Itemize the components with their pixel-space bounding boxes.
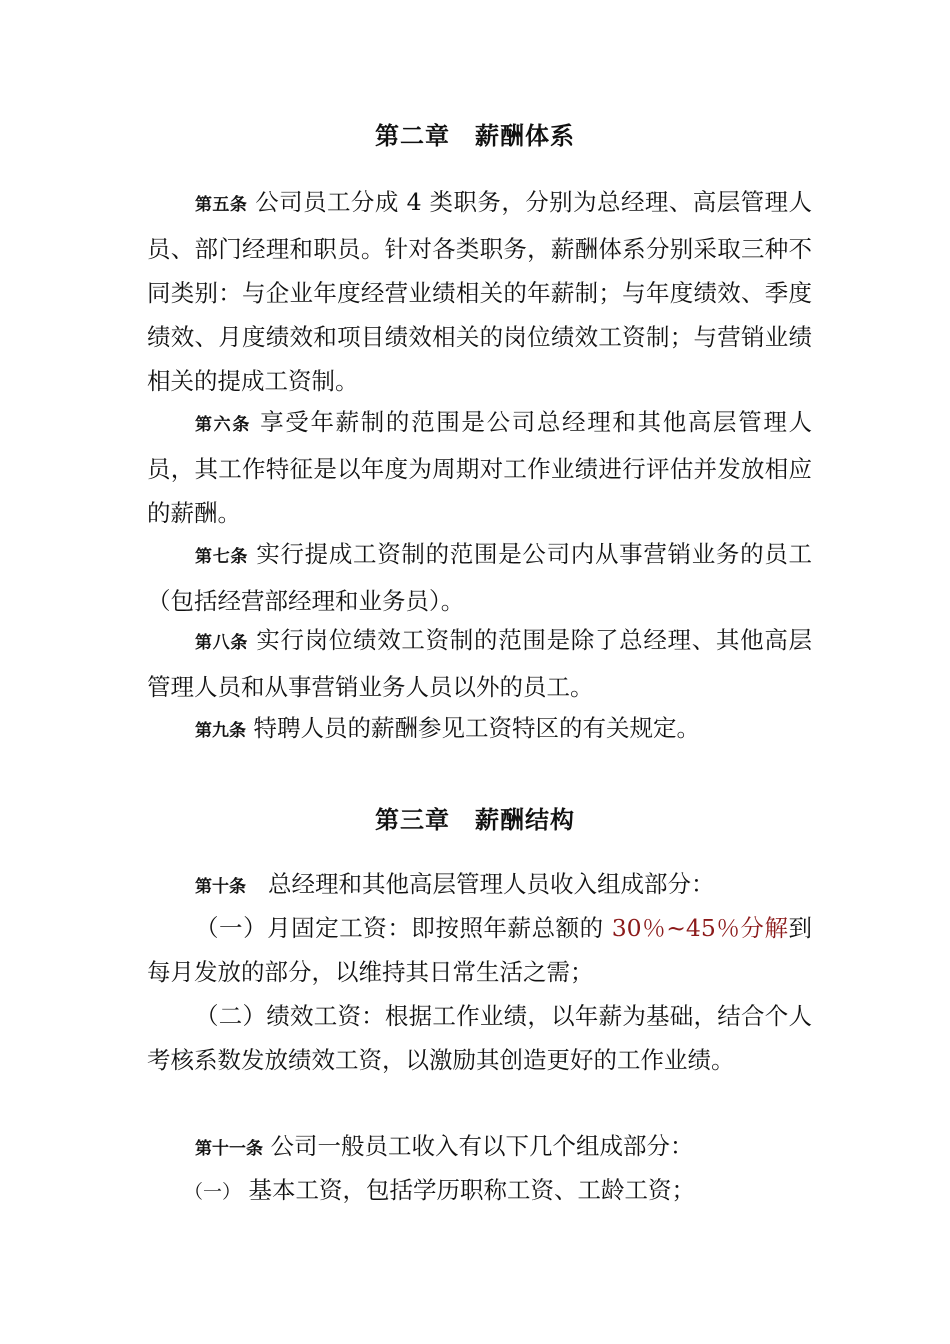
article-10 — [147, 862, 812, 909]
article-5-text: 公司员工分成 4 类职务，分别为总经理、高层管理人员、部门经理和职员。针对各类职务，薪酬体系分别采取三种不同类别：与企业年度经营业绩相关的年薪制；与年度绩效、季度绩效、月度绩效和项目绩效相关的岗位绩效工资制；与营销业绩相关的提成工资制。 — [147, 188, 812, 395]
article-5 — [147, 180, 812, 403]
article-6-text: 享受年薪制的范围是公司总经理和其他高层管理人员，其工作特征是以年度为周期对工作业绩进行评估并发放相应的薪酬。 — [147, 408, 812, 527]
article-6 — [147, 400, 812, 535]
article-9-text: 特聘人员的薪酬参见工资特区的有关规定。 — [253, 714, 700, 742]
article-10-item-1 — [147, 906, 812, 994]
article-9-label: 第九条 — [195, 721, 246, 741]
article-7 — [147, 532, 812, 623]
article-7-label: 第七条 — [195, 547, 249, 567]
chapter-3-title: 第三章 薪酬结构 — [375, 806, 575, 834]
item-1-prefix: （一）月固定工资：即按照年薪总额的 — [195, 914, 612, 942]
article-8-label: 第八条 — [195, 633, 249, 653]
article-8-text: 实行岗位绩效工资制的范围是除了总经理、其他高层管理人员和从事营销业务人员以外的员工。 — [147, 626, 813, 701]
article-10-text: 总经理和其他高层管理人员收入组成部分： — [268, 870, 715, 898]
article-7-text: 实行提成工资制的范围是公司内从事营销业务的员工（包括经营部经理和业务员）。 — [147, 540, 813, 615]
item-1-highlight: 30％~45％分解 — [611, 914, 789, 942]
article-5-label: 第五条 — [195, 195, 248, 215]
item-paren: （一） — [184, 1181, 242, 1203]
article-10-item-2 — [147, 994, 812, 1082]
article-11-item-1 — [184, 1168, 812, 1214]
article-8 — [147, 618, 812, 709]
item-1-suffix: 到每月发放的部分，以维持其日常生活之需； — [147, 914, 812, 986]
article-9 — [147, 706, 812, 753]
article-10-label: 第十条 — [195, 877, 246, 897]
article-11-text: 公司一般员工收入有以下几个组成部分： — [270, 1132, 694, 1160]
chapter-2-title: 第二章 薪酬体系 — [375, 122, 575, 150]
article-6-label: 第六条 — [195, 415, 251, 435]
article-11 — [147, 1124, 812, 1171]
item-2-text: （二）绩效工资：根据工作业绩，以年薪为基础，结合个人考核系数发放绩效工资，以激励其创造更好的工作业绩。 — [147, 1002, 812, 1074]
item-text: 基本工资，包括学历职称工资、工龄工资； — [248, 1176, 695, 1204]
article-11-label: 第十一条 — [195, 1139, 263, 1159]
